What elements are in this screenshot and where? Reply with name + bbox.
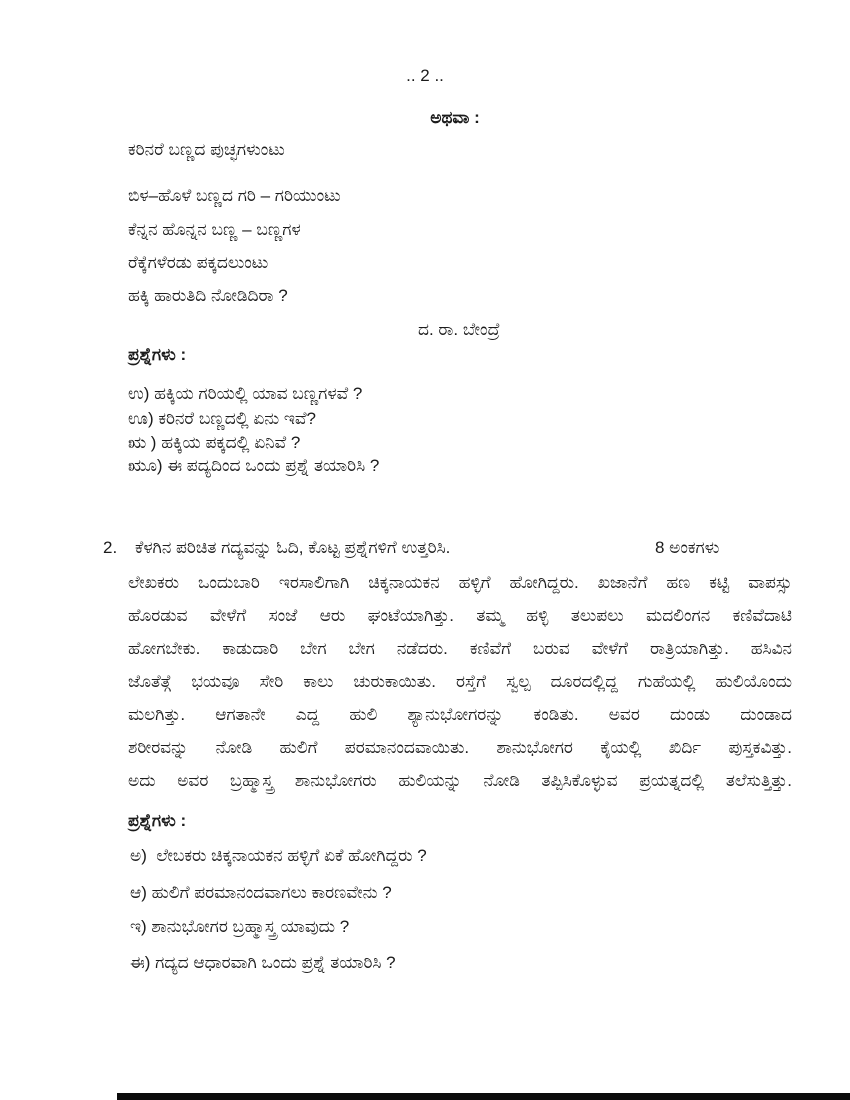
- question-item: ಋ ) ಹಕ್ಕಿಯ ಪಕ್ಕದಲ್ಲಿ ಏನಿವೆ ?: [128, 433, 301, 452]
- questions2-heading: ಪ್ರಶ್ನೆಗಳು :: [128, 811, 187, 830]
- poem-line: ಕರಿನರೆ ಬಣ್ಣದ ಪುಚ್ಛಗಳುಂಟು: [128, 140, 285, 159]
- poem-line: ಕೆನ್ನನ ಹೊನ್ನನ ಬಣ್ಣ – ಬಣ್ಣಗಳ: [128, 220, 301, 239]
- section2-instruction: ಕೆಳಗಿನ ಪರಿಚಿತ ಗದ್ಯವನ್ನು ಓದಿ, ಕೊಟ್ಟ ಪ್ರಶ್ನೆಗಳಿಗೆ ಉತ್ತರಿಸಿ.: [135, 538, 451, 557]
- question-item: ಋೂ) ಈ ಪದ್ಯದಿಂದ ಒಂದು ಪ್ರಶ್ನೆ ತಯಾರಿಸಿ ?: [128, 456, 380, 475]
- passage-line: ಶರೀರವನ್ನು ನೋಡಿ ಹುಲಿಗೆ ಪರಮಾನಂದವಾಯಿತು. ಶಾನುಭೋಗರ ಕೈಯಲ್ಲಿ ಖಿರ್ದಿ ಪುಸ್ತಕವಿತ್ತು.: [128, 738, 792, 757]
- question-item: ಈ) ಗದ್ಯದ ಆಧಾರವಾಗಿ ಒಂದು ಪ್ರಶ್ನೆ ತಯಾರಿಸಿ ?: [130, 953, 396, 972]
- passage-line: ಮಲಗಿತ್ತು. ಆಗತಾನೇ ಎದ್ದ ಹುಲಿ ಶ್ಯಾನುಭೋಗರನ್ನು ಕಂಡಿತು. ಅವರ ದುಂಡು ದುಂಡಾದ: [128, 705, 792, 724]
- questions1-heading: ಪ್ರಶ್ನೆಗಳು :: [128, 345, 187, 364]
- passage-line: ಜೊತೆತ್ಗೆ ಭಯವೂ ಸೇರಿ ಕಾಲು ಚುರುಕಾಯಿತು. ರಸ್ತೆಗೆ ಸ್ವಲ್ಪ ದೂರದಲ್ಲಿದ್ದ ಗುಹೆಯಲ್ಲಿ ಹುಲಿಯೊಂದು: [128, 672, 792, 691]
- poem-line: ರೆಕ್ಕೆಗಳೆರಡು ಪಕ್ಕದಲುಂಟು: [128, 253, 269, 272]
- page-number: .. 2 ..: [406, 66, 444, 85]
- section2-marks: 8 ಅಂಕಗಳು: [655, 538, 720, 557]
- section2-number: 2.: [103, 538, 118, 557]
- passage-line: ಹೋಗಬೇಕು. ಕಾಡುದಾರಿ ಬೇಗ ಬೇಗ ನಡೆದರು. ಕಣಿವೆಗೆ ಬರುವ ವೇಳೆಗೆ ರಾತ್ರಿಯಾಗಿತ್ತು. ಹಸಿವಿನ: [128, 639, 792, 658]
- poem-line: ಬಿಳ–ಹೊಳೆ ಬಣ್ಣದ ಗರಿ – ಗರಿಯುಂಟು: [128, 186, 341, 205]
- or-heading: ಅಥವಾ :: [430, 108, 480, 127]
- question-item: ಆ) ಹುಲಿಗೆ ಪರಮಾನಂದವಾಗಲು ಕಾರಣವೇನು ?: [130, 883, 392, 902]
- page-bottom-scan-bar: [117, 1093, 850, 1100]
- question-item: ಅ) ಲೇಬಕರು ಚಿಕ್ಕನಾಯಕನ ಹಳ್ಳಿಗೆ ಏಕೆ ಹೋಗಿದ್ದರು ?: [130, 846, 427, 865]
- question-item: ಇ) ಶಾನುಭೋಗರ ಬ್ರಹ್ಮಾಸ್ತ್ರ ಯಾವುದು ?: [130, 917, 350, 936]
- passage-line: ಲೇಖಕರು ಒಂದುಬಾರಿ ಇರಸಾಲಿಗಾಗಿ ಚಿಕ್ಕನಾಯಕನ ಹಳ್ಳಿಗೆ ಹೋಗಿದ್ದರು. ಖಜಾನೆಗೆ ಹಣ ಕಟ್ಟಿ ವಾಪಸ್ಸು: [128, 573, 792, 592]
- passage-line: ಹೊರಡುವ ವೇಳೆಗೆ ಸಂಜೆ ಆರು ಘಂಟೆಯಾಗಿತ್ತು. ತಮ್ಮ ಹಳ್ಳಿ ತಲುಪಲು ಮದಲಿಂಗನ ಕಣಿವೆದಾಟಿ: [128, 606, 792, 625]
- passage-line: ಅದು ಅವರ ಬ್ರಹ್ಮಾಸ್ತ್ರ ಶಾನುಭೋಗರು ಹುಲಿಯನ್ನು ನೋಡಿ ತಪ್ಪಿಸಿಕೊಳ್ಳುವ ಪ್ರಯತ್ನದಲ್ಲಿ ತಲೆಸುತ್ತಿತ್ತು.: [128, 771, 792, 790]
- poem-author: ದ. ರಾ. ಬೇಂದ್ರೆ: [418, 320, 500, 339]
- poem-line: ಹಕ್ಕಿ ಹಾರುತಿದಿ ನೋಡಿದಿರಾ ?: [128, 286, 288, 305]
- question-item: ಊ) ಕರಿನರೆ ಬಣ್ಣದಲ್ಲಿ ಏನು ಇವೆ?: [128, 409, 316, 428]
- question-item: ಉ) ಹಕ್ಕಿಯ ಗರಿಯಲ್ಲಿ ಯಾವ ಬಣ್ಣಗಳವೆ ?: [128, 384, 363, 403]
